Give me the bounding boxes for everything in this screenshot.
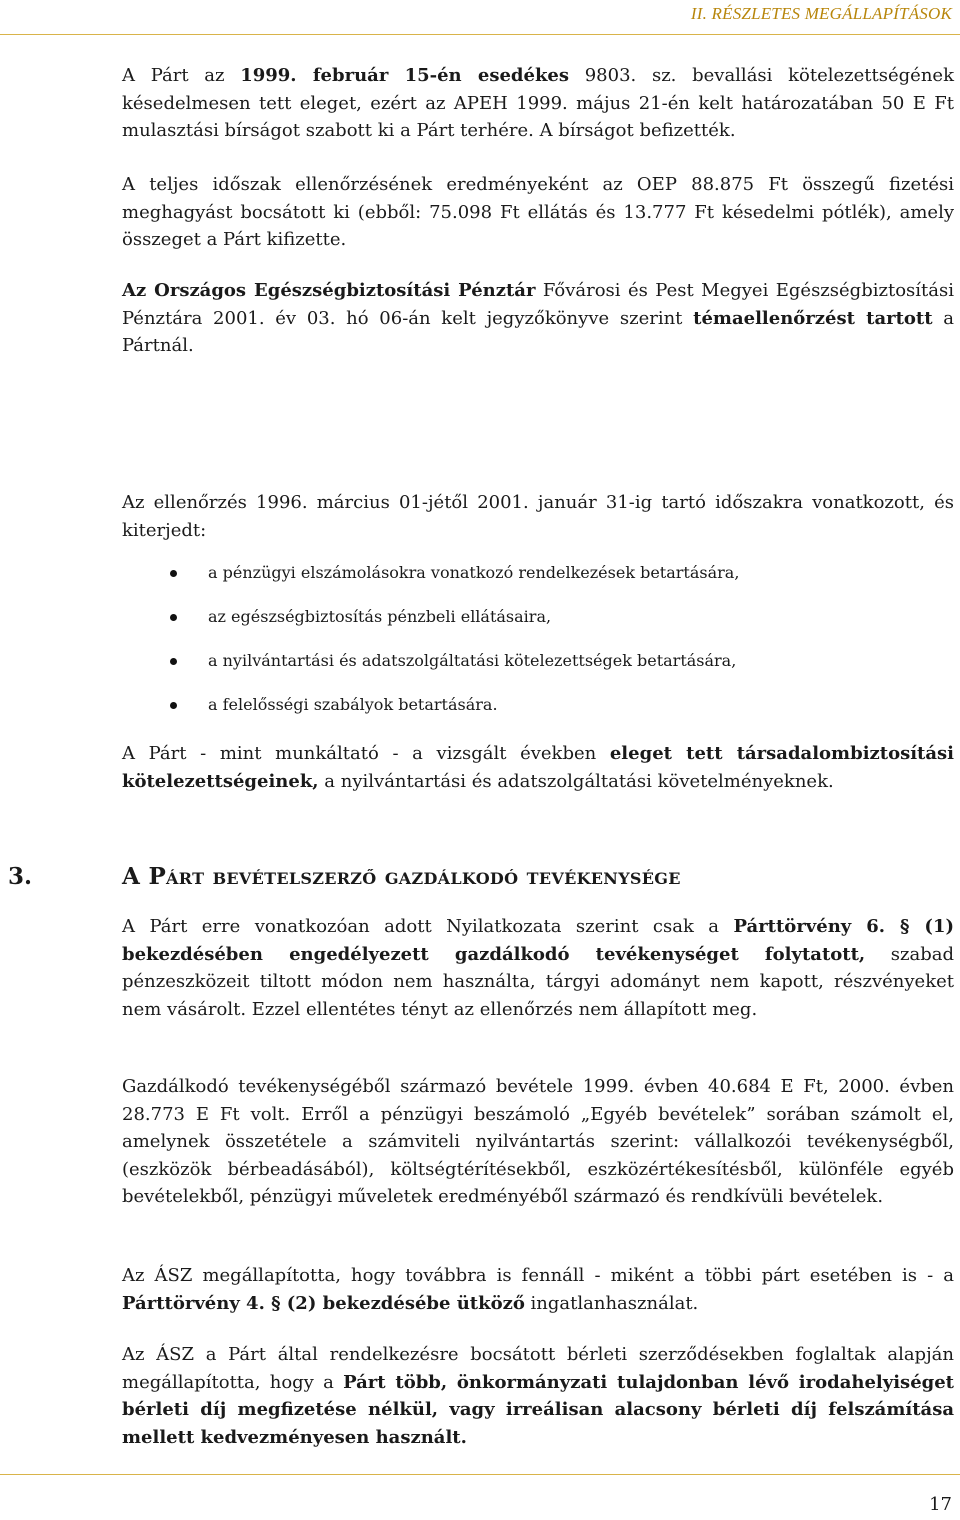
running-header: II. RÉSZLETES MEGÁLLAPÍTÁSOK: [690, 4, 952, 23]
paragraph-property-use: Az ÁSZ megállapította, hogy továbbra is fennáll - miként a többi párt esetében is - a Párttörvény 4. § (2) bekezdésébe ütköző ingatlanhasználat.: [122, 1265, 954, 1314]
emphasis-office-finding: Párt több, önkormányzati tulajdonban lévő irodahelyiséget bérleti díj megfizetése nélkül, vagy irreálisan alacsony bérleti díj felszámítása mellett kedvezményesen használt.: [122, 1371, 954, 1448]
section-title: A Párt bevételszerző gazdálkodó tevékenysége: [122, 863, 681, 890]
emphasis-obligations: eleget tett társadalombiztosítási kötelezettségeinek,: [122, 743, 954, 792]
emphasis-oep-name: Az Országos Egészségbiztosítási Pénztár: [122, 280, 536, 301]
section-number: 3.: [8, 863, 33, 890]
list-item: a felelősségi szabályok betartására.: [170, 693, 950, 737]
bullet-icon: [170, 658, 177, 665]
emphasis-party-law-6: Párttörvény 6. § (1) bekezdésében engedélyezett gazdálkodó tevékenységet folytatott,: [122, 916, 954, 965]
paragraph-office-rent: Az ÁSZ a Párt által rendelkezésre bocsátott bérleti szerződésekben foglaltak alapján megállapította, hogy a Párt több, önkormányzati tulajdonban lévő irodahelyiséget bérleti díj megfizetése nélkül, vagy irreálisan alacsony bérleti díj felszámítása mellett kedvezményesen használt.: [122, 1344, 954, 1448]
bullet-icon: [170, 614, 177, 621]
paragraph-oep-audit: Az Országos Egészségbiztosítási Pénztár Fővárosi és Pest Megyei Egészségbiztosítási Pénztára 2001. év 03. hó 06-án kelt jegyzőkönyve szerint témaellenőrzést tartott a Pártnál.: [122, 280, 955, 356]
paragraph-oep-payment: A teljes időszak ellenőrzésének eredményeként az OEP 88.875 Ft összegű fizetési meghagyást bocsátott ki (ebből: 75.098 Ft ellátás és 13.777 Ft késedelmi pótlék), amely összeget a Párt kifizette.: [122, 174, 954, 250]
list-item: az egészségbiztosítás pénzbeli ellátásaira,: [170, 605, 950, 649]
list-item: a pénzügyi elszámolásokra vonatkozó rendelkezések betartására,: [170, 561, 950, 605]
emphasis-due-date: 1999. február 15-én esedékes: [240, 65, 570, 86]
bullet-icon: [170, 570, 177, 577]
paragraph-audit-scope: Az ellenőrzés 1996. március 01-jétől 2001. január 31-ig tartó időszakra vonatkozott, és kiterjedt:: [122, 492, 954, 541]
emphasis-audit: témaellenőrzést tartott: [693, 307, 933, 329]
paragraph-apeh-fine: A Párt az 1999. február 15-én esedékes 9803. sz. bevallási kötelezettségének késedelmesen tett eleget, ezért az APEH 1999. május 21-én kelt határozatában 50 E Ft mulasztási bírságot szabott ki a Párt terhére. A bírságot befizették.: [122, 65, 954, 141]
paragraph-employer: A Párt - mint munkáltató - a vizsgált években eleget tett társadalombiztosítási kötelezettségeinek, a nyilvántartási és adatszolgáltatási követelményeknek.: [122, 743, 954, 792]
footer-divider: [0, 1474, 960, 1475]
list-item: a nyilvántartási és adatszolgáltatási kötelezettségek betartására,: [170, 649, 950, 693]
paragraph-declaration: A Párt erre vonatkozóan adott Nyilatkozata szerint csak a Párttörvény 6. § (1) bekezdésében engedélyezett gazdálkodó tevékenységet folytatott, szabad pénzeszközeit tiltott módon nem használta, tárgyi adományt nem kapott, részvényeket nem vásárolt. Ezzel ellentétes tényt az ellenőrzés nem állapított meg.: [122, 916, 954, 1020]
page-number: 17: [929, 1494, 952, 1515]
header-divider: [0, 34, 960, 35]
bullet-icon: [170, 702, 177, 709]
paragraph-income: Gazdálkodó tevékenységéből származó bevétele 1999. évben 40.684 E Ft, 2000. évben 28.773 E Ft volt. Erről a pénzügyi beszámoló „Egyéb bevételek” sorában számolt el, amelynek összetétele a számviteli nyilvántartás szerint: vállalkozói tevékenységből, (eszközök bérbeadásából), költségtérítésekből, eszközértékesítésből, különféle egyéb bevételekből, pénzügyi műveletek eredményéből származó és rendkívüli bevételek.: [122, 1076, 954, 1207]
emphasis-party-law-4: Párttörvény 4. § (2) bekezdésébe ütköző: [122, 1292, 525, 1314]
audit-scope-list: [170, 561, 950, 737]
